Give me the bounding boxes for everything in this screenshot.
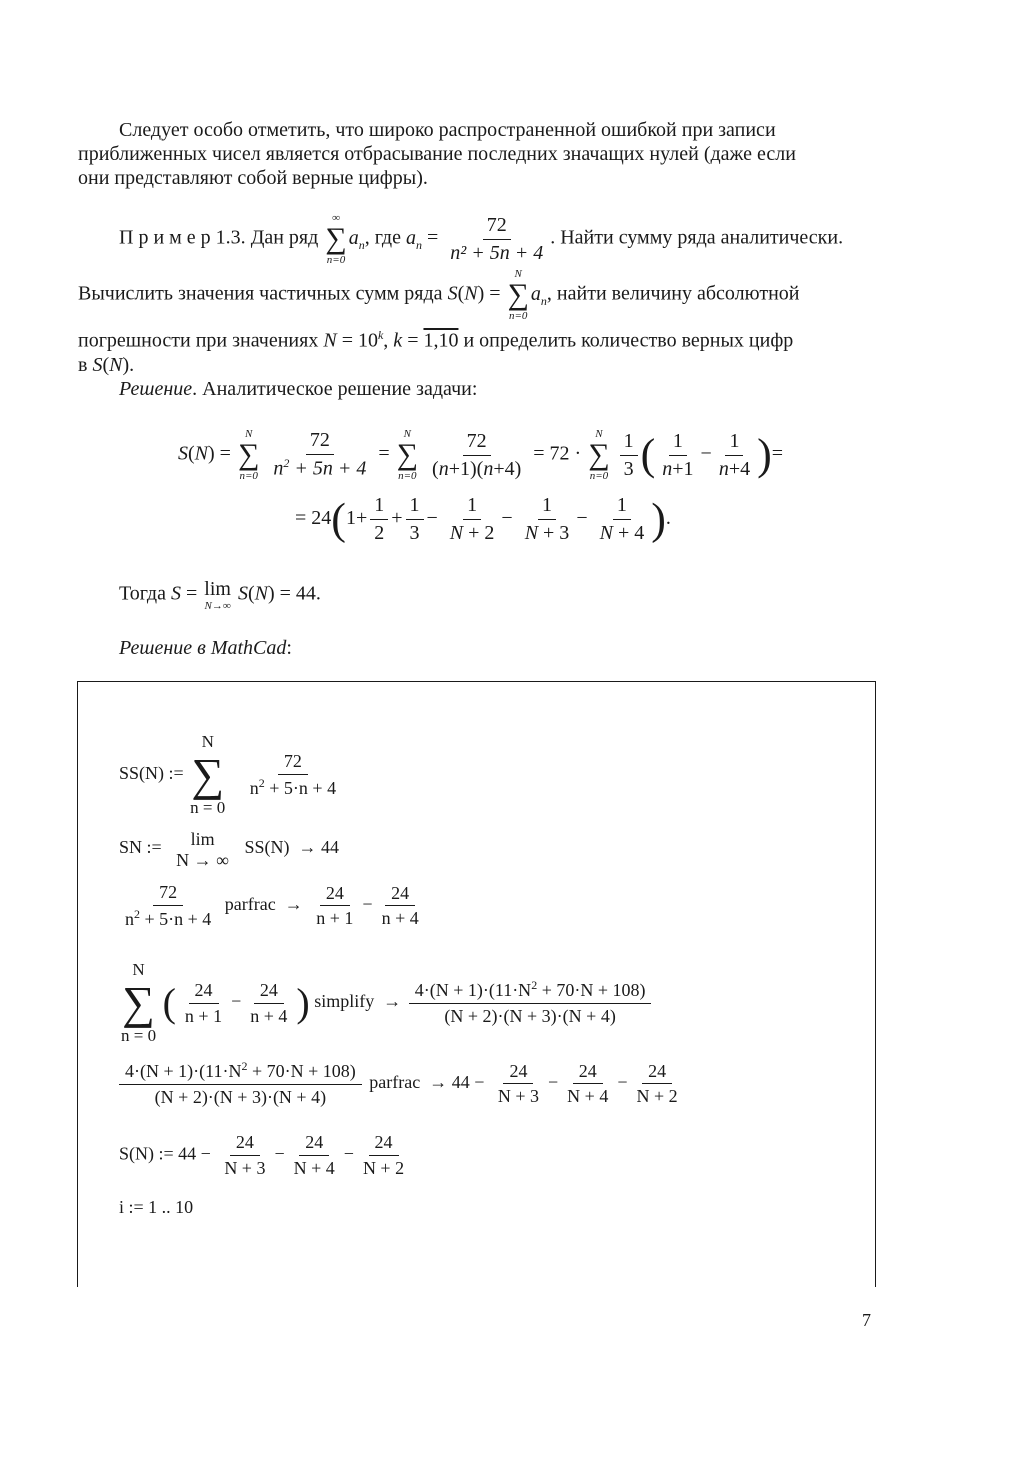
- intro-line-3: они представляют собой верные цифры).: [78, 167, 428, 189]
- mathcad-parfrac-1: $\frac{72}{n^2 + 5\cdot n + 4}$ parfrac → $\frac{24}{n + 1}$ − $\frac{24}{n + 4}$: [125, 882, 419, 929]
- example-line-4: в S(N).: [78, 354, 135, 376]
- example-line-2: Вычислить значения частичных сумм ряда S(N) = N ∑ n=0 $a_n$, найти величину абсолютной: [78, 268, 800, 322]
- mathcad-parfrac-2: $\frac{4\cdot(N + 1)\cdot(11\cdot N^2 + 70\cdot N + 108)}{(N + 2)\cdot(N + 3)\cdot(N + 4)}$ parfrac → 44 − $\frac{24}{N + 3}$ − $\frac{24}{N + 4}$ − $\frac{24}{N + 2}$: [119, 1060, 687, 1107]
- mathcad-range: i := 1 .. 10: [119, 1197, 194, 1217]
- example-label: П р и м е р 1.3.: [119, 226, 246, 249]
- intro-paragraph: [78, 118, 874, 190]
- example-line-1: П р и м е р 1.3. Дан ряд ∞ ∑ n=0 $a_n$, где $a_n$ = $\frac{72}{\text{n² + 5n + 4}}$ . Найти сумму ряда аналитически.: [119, 212, 844, 266]
- mathcad-sn-limit: SN := lim N → ∞ SS(N) → 44: [119, 829, 340, 870]
- intro-line-2: приближенных чисел является отбрасывание последних значащих нулей (даже если: [78, 143, 796, 165]
- fraction: $\frac{72}{\text{n² + 5n + 4}}$: [450, 213, 544, 264]
- mathcad-ss-definition: SS(N) := N ∑ n = 0 $\frac{72}{n^2 + 5\cdot n + 4}$: [119, 732, 337, 817]
- limit-line: Тогда S = lim N→∞ S(N) = 44.: [119, 578, 321, 612]
- mathcad-s-definition: S(N) := 44 − $\frac{24}{N + 3}$ − $\frac{24}{N + 4}$ − $\frac{24}{N + 2}$: [119, 1132, 405, 1178]
- analytic-equation-1: S(N) = N ∑ n=0 $\frac{72}{n^2 + 5n + 4}$ = N ∑ n=0 $\frac{72}{(n+1)(n+4)}$ = 72 · N ∑ n=0 $\frac{1}{3}$ ( $\frac{1}{n+1}$ − $\frac{1}{n+4}$ )=: [178, 428, 784, 482]
- mathcad-label: Решение в MathCad:: [119, 637, 292, 659]
- page-number: 7: [862, 1310, 871, 1330]
- sum-symbol: ∞ ∑ n=0: [325, 212, 347, 266]
- example-line-3: погрешности при значениях $N = 10^k$, k = 1,10 и определить количество верных цифр: [78, 328, 794, 352]
- sum-symbol: N ∑ n=0: [507, 268, 529, 322]
- mathcad-simplify: N ∑ n = 0 ( $\frac{24}{n + 1}$ − $\frac{24}{n + 4}$ ) simplify → $\frac{4\cdot(N + 1)\cdot(11\cdot N^2 + 70\cdot N + 108)}{(N + 2)\cdot(N + 3)\cdot(N + 4)}$: [119, 960, 654, 1046]
- intro-line-1: Следует особо отметить, что широко распространенной ошибкой при записи: [119, 119, 776, 141]
- analytic-equation-2: = 24(1+ $\frac{1}{2}$ + $\frac{1}{3}$ − $\frac{1}{N + 2}$ − $\frac{1}{N + 3}$ − $\frac{1}{N + 4}$ ).: [295, 494, 671, 544]
- solution-heading: Решение. Аналитическое решение задачи:: [119, 378, 478, 400]
